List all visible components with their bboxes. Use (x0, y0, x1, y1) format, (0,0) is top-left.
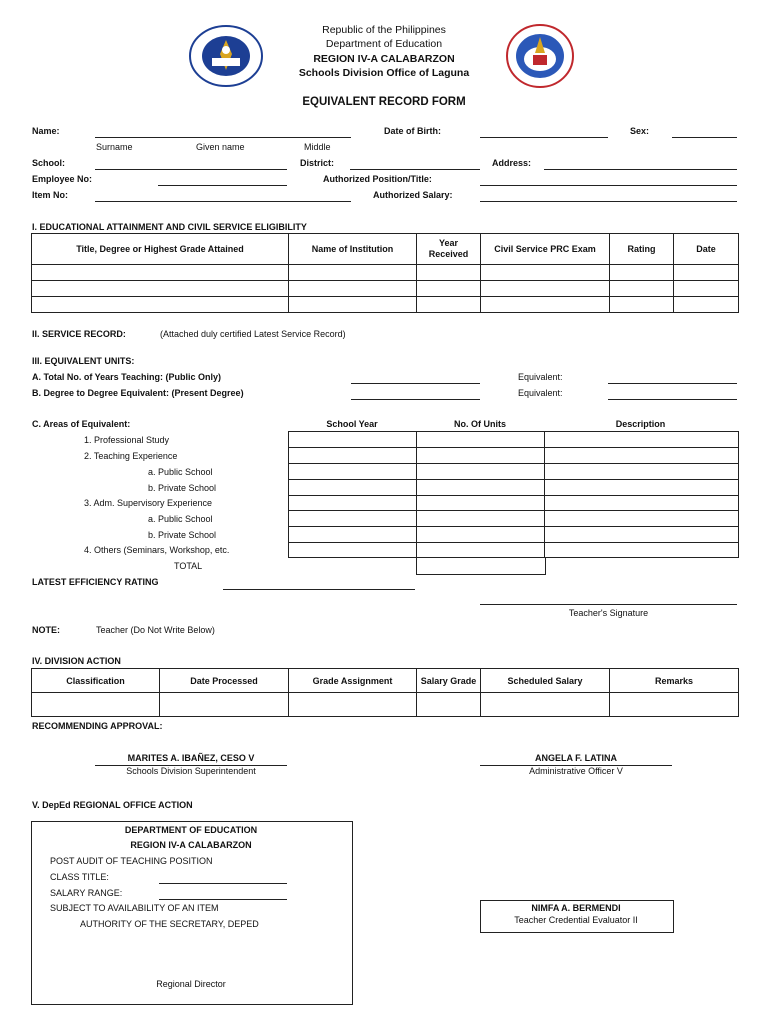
subject-availability-text: SUBJECT TO AVAILABILITY OF AN ITEM (50, 903, 219, 913)
area-teaching-private: b. Private School (148, 483, 217, 493)
authorized-position-label: Authorized Position/Title: (323, 174, 432, 184)
section1-title: I. EDUCATIONAL ATTAINMENT AND CIVIL SERVICE ELIGIBILITY (32, 222, 307, 232)
area-admin-private: b. Private School (148, 530, 217, 540)
areas-table (288, 431, 739, 558)
surname-caption: Surname (96, 142, 133, 152)
note-label: NOTE: (32, 625, 60, 635)
total-units-field[interactable] (416, 557, 546, 575)
authorized-salary-label: Authorized Salary: (373, 190, 453, 200)
col-year-received: Year Received (417, 234, 481, 265)
col-remarks: Remarks (610, 669, 739, 693)
evaluator-title: Teacher Credential Evaluator II (514, 915, 638, 925)
dob-field[interactable] (480, 137, 608, 138)
equivalent-a-label: Equivalent: (518, 372, 563, 382)
employee-no-label: Employee No: (32, 174, 93, 184)
address-label: Address: (492, 158, 532, 168)
teacher-signature-line[interactable] (480, 604, 737, 605)
efficiency-rating-field[interactable] (223, 589, 415, 590)
name-field[interactable] (95, 137, 351, 138)
item-no-field[interactable] (95, 201, 351, 202)
col-salary-grade: Salary Grade (417, 669, 481, 693)
table-row (289, 464, 739, 480)
employee-no-field[interactable] (158, 185, 287, 186)
table-row (289, 448, 739, 464)
name-label: Name: (32, 126, 60, 136)
post-audit-label: POST AUDIT OF TEACHING POSITION (50, 856, 213, 866)
authorized-position-field[interactable] (480, 185, 737, 186)
table-row (289, 527, 739, 543)
area-professional-study: 1. Professional Study (84, 435, 170, 445)
table-row (32, 265, 739, 281)
signer2-title: Administrative Officer V (529, 766, 623, 776)
table-row (289, 480, 739, 496)
col-title-degree: Title, Degree or Highest Grade Attained (32, 234, 289, 265)
table-row (32, 693, 739, 717)
table-row (289, 511, 739, 527)
item-no-label: Item No: (32, 190, 68, 200)
table-row (289, 432, 739, 448)
authority-secretary-text: AUTHORITY OF THE SECRETARY, DEPED (80, 919, 259, 929)
area-total-label: TOTAL (174, 561, 203, 571)
table-row (32, 281, 739, 297)
col-date-processed: Date Processed (160, 669, 289, 693)
years-teaching-label: A. Total No. of Years Teaching: (Public Only) (32, 372, 222, 382)
salary-range-field[interactable] (159, 899, 287, 900)
class-title-label: CLASS TITLE: (50, 872, 109, 882)
signer1-title: Schools Division Superintendent (126, 766, 256, 776)
district-field[interactable] (350, 169, 480, 170)
authorized-salary-field[interactable] (480, 201, 737, 202)
section3-title: III. EQUIVALENT UNITS: (32, 356, 135, 366)
table-row (289, 496, 739, 511)
table-row (289, 543, 739, 558)
col-civil-service: Civil Service PRC Exam (481, 234, 610, 265)
col-date: Date (674, 234, 739, 265)
header-department: Department of Education (325, 38, 443, 50)
class-title-field[interactable] (159, 883, 287, 884)
efficiency-rating-label: LATEST EFFICIENCY RATING (32, 577, 159, 587)
signer1-name: MARITES A. IBAÑEZ, CESO V (127, 753, 255, 763)
school-label: School: (32, 158, 65, 168)
note-text: Teacher (Do Not Write Below) (96, 625, 215, 635)
area-teaching-experience: 2. Teaching Experience (84, 451, 178, 461)
col-institution: Name of Institution (289, 234, 417, 265)
area-admin-supervisory: 3. Adm. Supervisory Experience (84, 498, 213, 508)
areas-equivalent-label: C. Areas of Equivalent: (32, 419, 131, 429)
degree-equivalent-field[interactable] (351, 399, 480, 400)
address-field[interactable] (544, 169, 737, 170)
col-grade-assignment: Grade Assignment (289, 669, 417, 693)
col-description: Description (615, 419, 666, 429)
col-school-year: School Year (326, 419, 378, 429)
regional-dept: DEPARTMENT OF EDUCATION (124, 825, 258, 835)
area-others: 4. Others (Seminars, Workshop, etc. (84, 545, 230, 555)
area-teaching-public: a. Public School (148, 467, 213, 477)
given-name-caption: Given name (196, 142, 245, 152)
salary-range-label: SALARY RANGE: (50, 888, 123, 898)
section2-title: II. SERVICE RECORD: (32, 329, 126, 339)
dob-label: Date of Birth: (384, 126, 441, 136)
sex-label: Sex: (630, 126, 650, 136)
teacher-signature-caption: Teacher's Signature (568, 608, 649, 618)
evaluator-name: NIMFA A. BERMENDI (531, 903, 621, 913)
header-republic: Republic of the Philippines (322, 24, 446, 36)
school-field[interactable] (95, 169, 287, 170)
col-scheduled-salary: Scheduled Salary (481, 669, 610, 693)
table-row (32, 297, 739, 313)
section5-title: V. DepEd REGIONAL OFFICE ACTION (32, 800, 193, 810)
area-admin-public: a. Public School (148, 514, 213, 524)
signer2-name: ANGELA F. LATINA (535, 753, 617, 763)
form-title: EQUIVALENT RECORD FORM (302, 96, 466, 108)
recommending-approval-label: RECOMMENDING APPROVAL: (32, 721, 163, 731)
district-label: District: (300, 158, 335, 168)
equivalent-a-field[interactable] (608, 383, 737, 384)
header-region: REGION IV-A CALABARZON (313, 53, 455, 65)
middle-caption: Middle (304, 142, 331, 152)
section2-note: (Attached duly certified Latest Service Record) (160, 329, 346, 339)
sex-field[interactable] (672, 137, 737, 138)
years-teaching-field[interactable] (351, 383, 480, 384)
education-table (31, 233, 739, 313)
col-rating: Rating (610, 234, 674, 265)
degree-equivalent-label: B. Degree to Degree Equivalent: (Present Degree) (32, 388, 244, 398)
col-classification: Classification (32, 669, 160, 693)
division-action-table (31, 668, 739, 717)
equivalent-b-field[interactable] (608, 399, 737, 400)
header-division: Schools Division Office of Laguna (298, 67, 470, 79)
equivalent-b-label: Equivalent: (518, 388, 563, 398)
section4-title: IV. DIVISION ACTION (32, 656, 121, 666)
regional-director-label: Regional Director (156, 979, 226, 989)
regional-region: REGION IV-A CALABARZON (130, 840, 252, 850)
col-units: No. Of Units (454, 419, 506, 429)
